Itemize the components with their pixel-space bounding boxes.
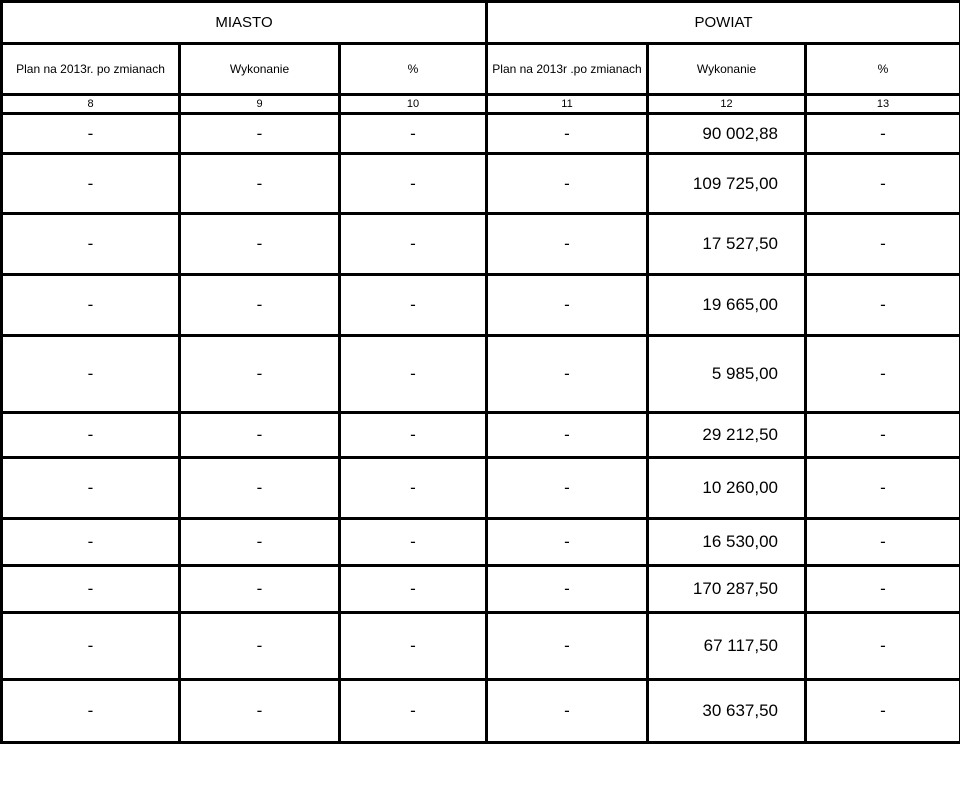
table-cell: - [487, 275, 648, 336]
table-cell: - [180, 413, 340, 458]
table-cell: - [340, 336, 487, 413]
table-cell: - [2, 566, 180, 613]
table-cell: - [2, 458, 180, 519]
table-cell: 16 530,00 [648, 519, 806, 566]
table-cell: - [180, 613, 340, 680]
table-cell: 10 260,00 [648, 458, 806, 519]
table-row [2, 680, 960, 743]
column-header-plan-miasto: Plan na 2013r. po zmianach [2, 44, 180, 95]
table-cell: - [180, 214, 340, 275]
table-cell: - [2, 519, 180, 566]
column-header-wykonanie-powiat: Wykonanie [648, 44, 806, 95]
table-cell: - [487, 519, 648, 566]
column-number: 11 [487, 95, 648, 114]
table-row [2, 114, 960, 154]
table-cell: 29 212,50 [648, 413, 806, 458]
table-cell: - [340, 114, 487, 154]
table-cell: - [2, 275, 180, 336]
table-cell: - [2, 336, 180, 413]
table-cell: - [2, 214, 180, 275]
table-cell: - [806, 680, 960, 743]
table-cell: 90 002,88 [648, 114, 806, 154]
group-header-miasto: MIASTO [2, 2, 487, 44]
table-cell: 17 527,50 [648, 214, 806, 275]
table-cell: - [806, 458, 960, 519]
table-cell: - [2, 680, 180, 743]
table-cell: - [2, 154, 180, 214]
table-cell: - [2, 114, 180, 154]
table-cell: 170 287,50 [648, 566, 806, 613]
table-row [2, 336, 960, 413]
table-cell: - [180, 114, 340, 154]
table-cell: - [806, 114, 960, 154]
table-row [2, 214, 960, 275]
column-header-plan-powiat: Plan na 2013r .po zmianach [487, 44, 648, 95]
table-cell: - [180, 680, 340, 743]
table-cell: - [340, 154, 487, 214]
table-cell: 19 665,00 [648, 275, 806, 336]
table-cell: - [340, 680, 487, 743]
table-cell: 5 985,00 [648, 336, 806, 413]
column-number: 8 [2, 95, 180, 114]
table-row [2, 413, 960, 458]
table-cell: - [340, 214, 487, 275]
table-cell: - [806, 336, 960, 413]
table-cell: - [2, 613, 180, 680]
table-cell: - [487, 458, 648, 519]
table-row [2, 613, 960, 680]
column-number: 12 [648, 95, 806, 114]
table-row [2, 154, 960, 214]
table-cell: - [180, 458, 340, 519]
table-row [2, 275, 960, 336]
table-cell: 30 637,50 [648, 680, 806, 743]
table-cell: - [340, 519, 487, 566]
table-row [2, 458, 960, 519]
table-cell: - [487, 566, 648, 613]
table-cell: - [487, 336, 648, 413]
table-cell: - [806, 154, 960, 214]
column-number: 13 [806, 95, 960, 114]
table-cell: - [487, 413, 648, 458]
column-header-row [2, 44, 960, 95]
table-cell: - [487, 214, 648, 275]
column-number: 10 [340, 95, 487, 114]
column-header-wykonanie-miasto: Wykonanie [180, 44, 340, 95]
table-cell: - [806, 566, 960, 613]
table-cell: - [806, 413, 960, 458]
table-cell: 67 117,50 [648, 613, 806, 680]
table-cell: - [2, 413, 180, 458]
column-number-row [2, 95, 960, 114]
table-cell: - [487, 680, 648, 743]
table-cell: - [487, 114, 648, 154]
table-cell: - [806, 519, 960, 566]
table-row [2, 566, 960, 613]
table-cell: - [487, 613, 648, 680]
table-cell: - [340, 458, 487, 519]
table-cell: - [487, 154, 648, 214]
table-cell: - [340, 275, 487, 336]
table-cell: - [340, 566, 487, 613]
group-header-powiat: POWIAT [487, 2, 960, 44]
column-number: 9 [180, 95, 340, 114]
column-header-percent-powiat: % [806, 44, 960, 95]
column-header-percent-miasto: % [340, 44, 487, 95]
table-cell: - [806, 613, 960, 680]
table-cell: - [340, 413, 487, 458]
table-cell: - [806, 214, 960, 275]
table-cell: - [180, 336, 340, 413]
table-cell: - [180, 154, 340, 214]
group-header-row [2, 2, 960, 44]
table-cell: - [180, 275, 340, 336]
table-cell: - [180, 519, 340, 566]
table-cell: 109 725,00 [648, 154, 806, 214]
table-cell: - [340, 613, 487, 680]
table-cell: - [180, 566, 340, 613]
table-row [2, 519, 960, 566]
table-cell: - [806, 275, 960, 336]
